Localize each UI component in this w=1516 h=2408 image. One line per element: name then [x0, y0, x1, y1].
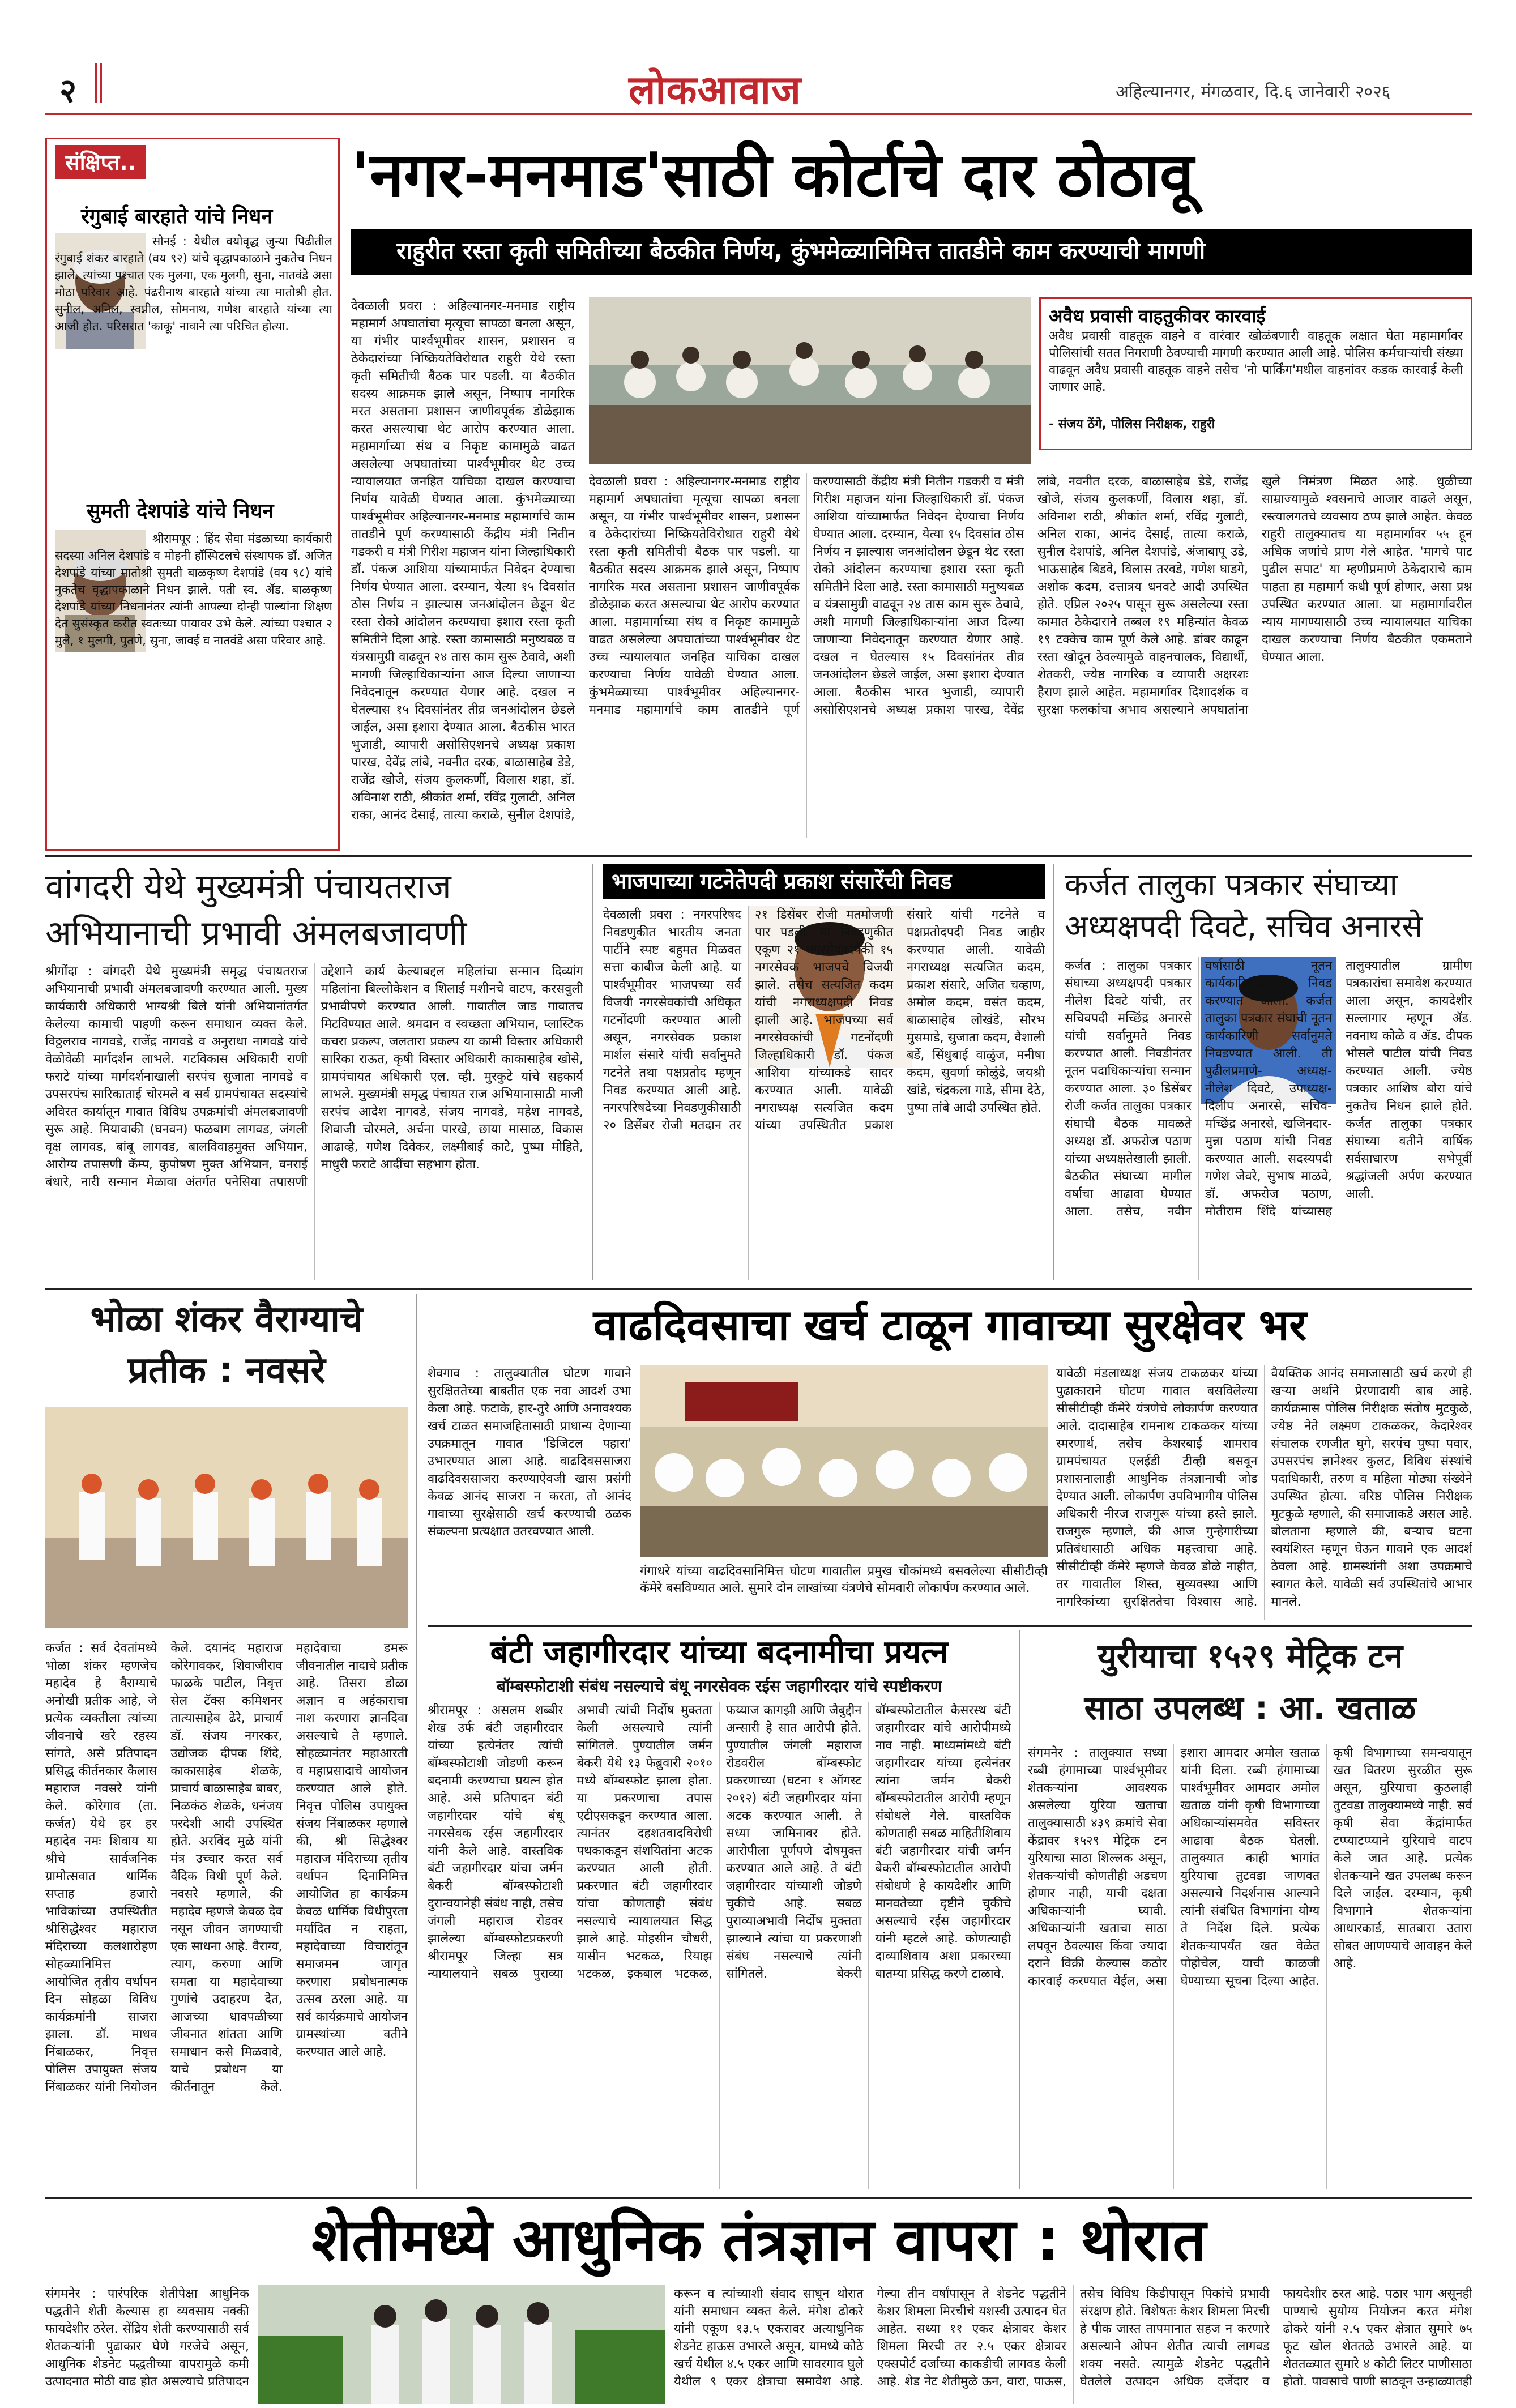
vadhdivas-body2: यावेळी मंडलाध्यक्ष संजय टाकळकर यांच्या पुढाकाराने घोटण गावात बसविलेल्या सीसीटीव्ही कॅमेरे यंत्रणेचे लोकार्पण करण्यात आले. दादासाहेब रामनाथ टाकळकर यांच्या स्मरणार्थ, तसेच केशरबाई शामराव ग्रामपंचायत एलईडी टीव्ही बसवून प्रशासनालाही आधुनिक तंत्रज्ञानाची जोड देण्यात आली. लोकार्पण उपविभागीय पोलिस अधिकारी नीरज राजगुरू यांच्या हस्ते झाले. राजगुरू म्हणाले, की आज गुन्हेगारीच्या प्रतिबंधासाठी अधिक महत्त्वाचा आहे. सीसीटीव्ही कॅमेरे म्हणजे केवळ डोळे नाहीत, तर गावातील शिस्त, सुव्यवस्था आणि नागरिकांच्या सुरक्षिततेचा विश्वास आहे. वैयक्तिक आनंद समाजासाठी खर्च करणे ही खऱ्या अर्थाने प्रेरणादायी बाब आहे. कार्यक्रमास पोलिस निरीक्षक संतोष मुटकुळे, ज्येष्ठ नेते लक्ष्मण टाकळकर, केदारेश्वर संचालक रणजीत घुगे, सरपंच पुष्पा पवार, उपसरपंच ज्ञानेश्वर कुलट, विविध संस्थांचे पदाधिकारी, तरुण व महिला मोठ्या संख्येने उपस्थित होत्या. वरिष्ठ पोलिस निरीक्षक मुटकुळे म्हणाले, की समाजाकडे असल आहे. बोलताना म्हणाले की, बऱ्याच घटना स्वयंशिस्त म्हणून घेऊन गावाने एक आदर्श ठेवला आहे. ग्रामस्थांनी अशा उपक्रमाचे स्वागत केले. यावेळी सर्व उपस्थितांचे आभार मानले. — [1056, 1367, 1472, 1609]
vadhdivas-headline: वाढदिवसाचा खर्च टाळून गावाच्या सुरक्षेवर भर — [593, 1300, 1307, 1350]
yuriya-body: संगमनेर : तालुक्यात सध्या रब्बी हंगामाच्या पार्श्वभूमीवर शेतकऱ्यांना आवश्यक असलेल्या युरिया खताचा तालुक्यासाठी ४३९ क्रमांचे सेवा केंद्रावर १५२९ मेट्रिक टन युरियाचा साठा शिल्लक असून, शेतकऱ्यांची कोणतीही अडचण होणार नाही, याची दक्षता अधिकाऱ्यांनी घ्यावी. अधिकाऱ्यांनी खताचा साठा लपवून ठेवल्यास किंवा ज्यादा दराने विक्री केल्यास कठोर कारवाई करण्यात येईल, असा इशारा आमदार अमोल खताळ यांनी दिला. रब्बी हंगामाच्या पार्श्वभूमीवर आमदार अमोल खताळ यांनी कृषी विभागाच्या अधिकाऱ्यांसमवेत सविस्तर आढावा बैठक घेतली. तालुक्यात काही भागांत युरियाचा तुटवडा जाणवत असल्याचे निदर्शनास आल्याने त्यांनी संबंधित विभागांना योग्य ते निर्देश दिले. प्रत्येक शेतकऱ्यापर्यंत खत वेळेत पोहोचेल, याची काळजी घेण्याच्या सूचना दिल्या आहेत. कृषी विभागाच्या समन्वयातून खत वितरण सुरळीत सुरू असून, युरियाचा कुठलाही तुटवडा तालुक्यामध्ये नाही. सर्व कृषी सेवा केंद्रांमार्फत टप्प्याटप्प्याने युरियाचे वाटप केले जात आहे. प्रत्येक शेतकऱ्याने खत उपलब्ध करून दिले जाईल. दरम्यान, कृषी विभागाने शेतकऱ्यांना आधारकार्ड, सातबारा उतारा सोबत आणण्याचे आवाहन केले आहे. — [1028, 1746, 1472, 1988]
avaidh-byline: - संजय ठेंगे, पोलिस निरीक्षक, राहुरी — [1049, 417, 1215, 432]
yuriya-headline — [1028, 1630, 1472, 1734]
section-rule-2 — [45, 1288, 1472, 1290]
vangdari-headline-line1: वांगदरी येथे मुख्यमंत्री पंचायतराज — [45, 867, 451, 907]
bhola-body: कर्जत : सर्व देवतांमध्ये भोळा शंकर म्हणजेच महादेव हे वैराग्याचे अनोखी प्रतीक आहे, जे प्रत्येक व्यक्तीला त्यांच्या जीवनाचे खरे रहस्य सांगते, असे प्रतिपादन प्रसिद्ध कीर्तनकार कैलास महाराज नवसरे यांनी केले. कोरेगाव (ता. कर्जत) येथे हर हर महादेव नमः शिवाय या श्रीचे सार्वजनिक ग्रामोत्सवात धार्मिक सप्ताह हजारो भाविकांच्या उपस्थितीत श्रीसिद्धेश्वर महाराज मंदिराच्या कलशारोहण सोहळ्यानिमित्त आयोजित तृतीय वर्धापन दिन सोहळा विविध कार्यक्रमांनी साजरा झाला. डॉ. माधव निंबाळकर, निवृत्त पोलिस उपायुक्त संजय निंबाळकर यांनी नियोजन केले. दयानंद महाराज कोरेगावकर, शिवाजीराव फाळके पाटील, निवृत्त सेल टॅक्स कमिशनर तात्यासाहेब ढेरे, प्राचार्य डॉ. संजय नगरकर, उद्योजक दीपक शिंदे, काकासाहेब शेळके, प्राचार्य बाळासाहेब बाबर, निळकंठ शेळके, धनंजय परदेशी आदी उपस्थित होते. अरविंद मुळे यांनी मंत्र उच्चार करत सर्व वैदिक विधी पूर्ण केले. नवसरे म्हणाले, की महादेव म्हणजे केवळ देव नसून जीवन जगण्याची एक साधना आहे. वैराग्य, त्याग, करुणा आणि समता या महादेवाच्या गुणांचे उदाहरण देत, आजच्या धावपळीच्या जीवनात शांतता आणि समाधान कसे मिळवावे, याचे प्रबोधन या कीर्तनातून केले. महादेवाचा डमरू जीवनातील नादाचे प्रतीक आहे. तिसरा डोळा अज्ञान व अहंकाराचा नाश करणारा ज्ञानदिवा असल्याचे ते म्हणाले. सोहळ्यानंतर महाआरती व महाप्रसादाचे आयोजन करण्यात आले होते. निवृत्त पोलिस उपायुक्त संजय निंबाळकर म्हणाले की, श्री सिद्धेश्वर महाराज मंदिराच्या तृतीय वर्धापन दिनानिमित्त आयोजित हा कार्यक्रम केवळ धार्मिक विधीपुरता मर्यादित न राहता, महादेवाच्या विचारांतून समाजमन जागृत करणारा प्रबोधनात्मक उत्सव ठरला आहे. या सर्व कार्यक्रमाचे आयोजन ग्रामस्थांच्या वतीने करण्यात आले आहे. — [45, 1641, 408, 2094]
vangdari-divider — [592, 864, 593, 1280]
banti-divider — [1019, 1630, 1020, 2189]
banti-headline: बंटी जहागीरदार यांच्या बदनामीचा प्रयत्न — [490, 1634, 949, 1671]
sheti-headline: शेतीमध्ये आधुनिक तंत्रज्ञान वापरा : थोरात — [311, 2205, 1206, 2274]
lead-subhead: राहुरीत रस्ता कृती समितीच्या बैठकीत निर्णय, कुंभमेळ्यानिमित्त तातडीने काम करण्याची मागणी — [396, 237, 1206, 264]
newspaper-logo: लोकआवाज — [629, 67, 801, 113]
sankshipt-header: संक्षिप्त.. — [55, 145, 146, 179]
page-number-divider — [95, 63, 97, 103]
sheti-body1: संगमनेर : पारंपरिक शेतीपेक्षा आधुनिक पद्धतीने शेती केल्यास हा व्यवसाय नक्की फायदेशीर ठरेल. सेंद्रिय शेती करण्यासाठी सर्व शेतकऱ्यांनी पुढाकार घेणे गरजेचे असून, आधुनिक शेडनेट पद्धतीच्या वापरामुळे कमी उत्पादनात मोठी वाढ होत असल्याचे प्रतिपादन — [45, 2287, 249, 2389]
banti-subhead: बॉम्बस्फोटाशी संबंध नसल्याचे बंधू नगरसेवक रईस जहागीरदार यांचे स्पष्टीकरण — [496, 1677, 942, 1696]
sankshipt-item2-body: श्रीरामपूर : हिंद सेवा मंडळाच्या कार्यकारी सदस्या अनिल देशपांडे व मोहनी हॉस्पिटलचे संस्थापक डॉ. अजित देशपांडे यांच्या मातोश्री सुमती बाळकृष्ण देशपांडे (वय ९८) यांचे नुकतेच वृद्धापकाळाने निधन झाले. पती स्व. ॲड. बाळकृष्ण देशपांडे यांच्या निधनानंतर त्यांनी आपल्या दोन्ही पाल्यांना शिक्षण देत सुसंस्कृत करीत स्वतःच्या पायावर उभे केले. त्यांच्या पश्चात २ मुले, १ मुलगी, पुतणे, सुना, जावई व नातवंडे असा परिवार आहे. — [55, 532, 332, 647]
sankshipt-item2-title: सुमती देशपांडे यांचे निधन — [87, 499, 274, 523]
lead-body-continued-text: देवळाली प्रवरा : अहिल्यानगर-मनमाड राष्ट्रीय महामार्ग अपघातांचा मृत्यूचा सापळा बनला असून, या गंभीर पार्श्वभूमीवर शासन, प्रशासन व ठेकेदारांच्या निष्क्रियतेविरोधात राहुरी येथे रस्ता कृती समितीची बैठक पार पडली. या बैठकीत सदस्य आक्रमक झाले असून, निष्पाप नागरिक मरत असताना प्रशासन जाणीवपूर्वक डोळेझाक करत असल्याचा थेट आरोप करण्यात आला. महामार्गाच्या संथ व निकृष्ट कामामुळे वाढत असलेल्या अपघातांच्या पार्श्वभूमीवर थेट उच्च न्यायालयात जनहित याचिका दाखल करण्याचा निर्णय यावेळी घेण्यात आला. कुंभमेळ्याच्या पार्श्वभूमीवर अहिल्यानगर-मनमाड महामार्गाचे काम तातडीने पूर्ण करण्यासाठी केंद्रीय मंत्री नितीन गडकरी व मंत्री गिरीश महाजन यांना जिल्हाधिकारी डॉ. पंकज आशिया यांच्यामार्फत निवेदन देण्याचा निर्णय घेण्यात आला. दरम्यान, येत्या १५ दिवसांत ठोस निर्णय न झाल्यास जनआंदोलन छेडून थेट रस्ता रोको आंदोलन करण्याचा इशारा रस्ता कृती समितीने दिला आहे. रस्ता कामासाठी मनुष्यबळ व यंत्रसामुग्री वाढवून २४ तास काम सुरू ठेवावे, अशी मागणी जिल्हाधिकाऱ्यांना आज दिल्या जाणाऱ्या निवेदनातून करण्यात येणार आहे. दखल न घेतल्यास १५ दिवसांनंतर तीव्र जनआंदोलन छेडले जाईल, असा इशारा देण्यात आला. बैठकीस भारत भुजाडी, व्यापारी असोसिएशनचे अध्यक्ष प्रकाश पारख, देवेंद्र लांबे, नवनीत दरक, बाळासाहेब डेडे, राजेंद्र खोजे, संजय कुलकर्णी, विलास शहा, डॉ. अविनाश राठी, श्रीकांत शर्मा, रविंद्र गुलाटी, अनिल राका, आनंद देसाई, तात्या कराळे, सुनील देशपांडे, अनिल देशपांडे, अंजाबापू उडे, भाऊसाहेब बिडवे, विलास तरवडे, गणेश घाडगे, अशोक कदम, दत्तात्रय धनवटे आदी उपस्थित होते. एप्रिल २०२५ पासून सुरू असलेल्या रस्ता कामात ठेकेदाराने तब्बल १९ महिन्यांत केवळ १९ टक्केच काम पूर्ण केले आहे. डांबर काढून रस्ता खोदून ठेवल्यामुळे वाहनचालक, विद्यार्थी, शेतकरी, ज्येष्ठ नागरिक व व्यापारी अक्षरशः हैराण झाले आहेत. महामार्गावर दिशादर्शक व सुरक्षा फलकांचा अभाव असल्याने अपघातांना खुले निमंत्रण मिळत आहे. धुळीच्या साम्राज्यामुळे श्वसनाचे आजार वाढले असून, रस्त्यालगतचे व्यवसाय ठप्प झाले आहेत. केवळ राहुरी तालुक्यातच या महामार्गावर ५५ हून अधिक जणांचे प्राण गेले आहेत. 'मागचे पाट पुढील सपाट' या म्हणीप्रमाणे ठेकेदाराचे काम पाहता हा महामार्ग कधी पूर्ण होणार, असा प्रश्न उपस्थित करण्यात आला. या महामार्गावरील न्याय मागण्यासाठी उच्च न्यायालयात याचिका दाखल करण्याचा निर्णय बैठकीत एकमताने घेण्यात आला. — [589, 475, 1472, 717]
banti-body: श्रीरामपूर : असलम शब्बीर शेख उर्फ बंटी जहागीरदार यांच्या हत्येनंतर त्यांची बॉम्बस्फोटाशी जोडणी करून बदनामी करण्याचा प्रयत्न होत आहे. असे प्रतिपादन बंटी जहागीरदार यांचे बंधू नगरसेवक रईस जहागीरदार यांनी केले आहे. वास्तविक बंटी जहागीरदार यांचा जर्मन बेकरी बॉम्बस्फोटाशी दुरान्वयानेही संबंध नाही, तसेच जंगली महाराज रोडवर झालेल्या बॉम्बस्फोटप्रकरणी श्रीरामपूर जिल्हा सत्र न्यायालयाने सबळ पुराव्या अभावी त्यांची निर्दोष मुक्तता केली असल्याचे त्यांनी सांगितले. पुण्यातील जर्मन बेकरी येथे १३ फेब्रुवारी २०१० मध्ये बॉम्बस्फोट झाला होता. या प्रकरणाचा तपास एटीएसकडून करण्यात आला. त्यानंतर दहशतवादविरोधी पथकाकडून संशयितांना अटक करण्यात आली होती. प्रकरणात बंटी जहागीरदार यांचा कोणताही संबंध नसल्याचे न्यायालयात सिद्ध झाले आहे. मोहसीन चौधरी, यासीन भटकळ, रियाझ भटकळ, इकबाल भटकळ, फय्याज कागझी आणि जैबुद्दीन अन्सारी हे सात आरोपी होते. पुण्यातील जंगली महाराज रोडवरील बॉम्बस्फोट प्रकरणाच्या (घटना १ ऑगस्ट २०१२) बंटी जहागीरदार यांना अटक करण्यात आली. ते सध्या जामिनावर होते. आरोपीला पूर्णपणे दोषमुक्त करण्यात आले आहे. ते बंटी जहागीरदार यांच्याशी जोडणे चुकीचे आहे. सबळ पुराव्याअभावी निर्दोष मुक्तता झाल्याने त्यांचा या प्रकरणाशी संबंध नसल्याचे त्यांनी सांगितले. बेकरी बॉम्बस्फोटातील कैसरस्थ बंटी जहागीरदार यांचे आरोपीमध्ये नाव नाही. माध्यमांमध्ये बंटी जहागीरदार यांच्या हत्येनंतर त्यांना जर्मन बेकरी बॉम्बस्फोटातील आरोपी म्हणून संबोधले गेले. वास्तविक कोणताही सबळ माहितीशिवाय बंटी जहागीरदार यांची जर्मन बेकरी बॉम्बस्फोटातील आरोपी संबोधणे हे कायदेशीर आणि मानवतेच्या दृष्टीने चुकीचे असल्याचे रईस जहागीरदार यांनी म्हटले आहे. कोणत्याही दाव्याशिवाय अशा प्रकारच्या बातम्या प्रसिद्ध करणे टाळावे. — [428, 1703, 1011, 1981]
vadhdivas-body1: शेवगाव : तालुक्यातील घोटण गावाने सुरक्षिततेच्या बाबतीत एक नवा आदर्श उभा केला आहे. फटाके, हार-तुरे आणि अनावश्यक खर्च टाळत समाजहितासाठी प्राधान्य देणाऱ्या उपक्रमातून गावात 'डिजिटल पहारा' उभारण्यात आला आहे. वाढदिवससाजरा वाढदिवससाजरा करण्याऐवजी खास प्रसंगी केवळ आनंद साजरा न करता, तो आनंद गावाच्या सुरक्षेसाठी खर्च करण्याची ठळक संकल्पना प्रत्यक्षात उतरवण्यात आली. — [428, 1367, 631, 1539]
yuriya-headline-line2: साठा उपलब्ध : आ. खताळ — [1084, 1689, 1416, 1727]
sankshipt-item1-body: सोनई : येथील वयोवृद्ध जुन्या पिढीतील रंगुबाई शंकर बारहाते (वय ९२) यांचे वृद्धापकाळाने नुकतेच निधन झाले. त्यांच्या पश्चात एक मुलगा, एक मुलगी, सुना, नातवंडे असा मोठा परिवार आहे. पंढरीनाथ बारहाते यांच्या त्या मातोश्री होत. सुनील, अनिल, स्वप्नील, सोमनाथ, गणेश बारहाते यांच्या त्या आजी होत. परिसरात 'काकू' नावाने त्या परिचित होत्या. — [55, 234, 332, 333]
karjat-body: कर्जत : तालुका पत्रकार संघाच्या अध्यक्षपदी पत्रकार नीलेश दिवटे यांची, तर सचिवपदी मच्छिंद्र अनारसे यांची सर्वानुमते निवड करण्यात आली. निवडीनंतर नूतन पदाधिकाऱ्यांचा सन्मान करण्यात आला. ३० डिसेंबर रोजी कर्जत तालुका पत्रकार संघाची बैठक मावळते अध्यक्ष डॉ. अफरोज पठाण यांच्या अध्यक्षतेखाली झाली. बैठकीत संघाच्या मागील वर्षाचा आढावा घेण्यात आला. तसेच, नवीन वर्षासाठी नूतन कार्यकारिणीची निवड करण्यात आली. कर्जत तालुका पत्रकार संघाची नूतन कार्यकारिणी सर्वानुमते निवडण्यात आली. ती पुढीलप्रमाणे- अध्यक्ष- नीलेश दिवटे, उपाध्यक्ष- दिलीप अनारसे, सचिव- मच्छिंद्र अनारसे, खजिनदार- मुन्ना पठाण यांची निवड करण्यात आली. सदस्यपदी गणेश जेवरे, सुभाष माळवे, डॉ. अफरोज पठाण, मोतीराम शिंदे यांच्यासह तालुक्यातील ग्रामीण पत्रकारांचा समावेश करण्यात आला असून, कायदेशीर सल्लागार म्हणून ॲड. नवनाथ कोळे व ॲड. दीपक भोसले पाटील यांची निवड करण्यात आली. ज्येष्ठ पत्रकार आशिष बोरा यांचे नुकतेच निधन झाले होते. कर्जत तालुका पत्रकार संघाच्या वतीने वार्षिक सर्वसाधारण सभेपूर्वी श्रद्धांजली अर्पण करण्यात आली. — [1065, 959, 1472, 1219]
lead-meeting-photo — [589, 297, 1031, 464]
bhola-headline-line1: भोळा शंकर वैराग्याचे — [90, 1299, 363, 1340]
lead-body-continued — [589, 473, 1472, 838]
sankshipt-item1-title: रंगुबाई बारहाते यांचे निधन — [81, 205, 273, 228]
bjp-divider — [1053, 864, 1054, 1280]
page-number: २ — [59, 71, 77, 110]
vangdari-headline — [45, 864, 583, 957]
bhola-divider — [416, 1294, 417, 2189]
avaidh-title: अवैध प्रवासी वाहतुकीवर कारवाई — [1049, 305, 1266, 327]
sheti-body2: करून व त्यांच्याशी संवाद साधून थोरात यांनी समाधान व्यक्त केले. मंगेश ढोकरे यांनी एकूण १३.५ एकरावर अत्याधुनिक शेडनेट हाऊस उभारले असून, यामध्ये कोठे खर्च येथील ४.५ एकर आणि सावरगाव घुले येथील ९ एकर क्षेत्राचा समावेश आहे. गेल्या तीन वर्षांपासून ते शेडनेट पद्धतीने केशर शिमला मिरचीचे यशस्वी उत्पादन घेत आहेत. सध्या ११ एकर क्षेत्रावर केशर शिमला मिरची तर २.५ एकर क्षेत्रावर एक्सपोर्ट दर्जाच्या काकडीची लागवड केली आहे. शेड नेट शेतीमुळे ऊन, वारा, पाऊस, तसेच विविध किडीपासून पिकांचे प्रभावी संरक्षण होते. विशेषतः केशर शिमला मिरची हे पीक जास्त तापमानात सहज न करणारे असल्याने ओपन शेतीत त्याची लागवड शक्य नसते. त्यामुळे शेडनेट पद्धतीने घेतलेले उत्पादन अधिक दर्जेदार व फायदेशीर ठरत आहे. पठार भाग असूनही पाण्याचे सुयोग्य नियोजन करत मंगेश ढोकरे यांनी २.५ एकर क्षेत्रात सुमारे ७५ फूट खोल शेततळे उभारले आहे. या शेततळ्यात सुमारे ४ कोटी लिटर पाणीसाठा होतो. पावसाचे पाणी साठवून उन्हाळ्यातही — [674, 2287, 1472, 2389]
bjp-body: देवळाली प्रवरा : नगरपरिषद निवडणुकीत भारतीय जनता पार्टीने स्पष्ट बहुमत मिळवत सत्ता काबीज केली आहे. या पार्श्वभूमीवर भाजपच्या सर्व विजयी नगरसेवकांची अधिकृत गटनोंदणी करण्यात आली असून, नगरसेवक प्रकाश मार्शल संसारे यांची सर्वानुमते गटनेते तथा पक्षप्रतोद म्हणून निवड करण्यात आली आहे. नगरपरिषदेच्या निवडणुकीसाठी २० डिसेंबर रोजी मतदान तर २१ डिसेंबर रोजी मतमोजणी पार पडली. या निवडणुकीत एकूण २१ नगरसेवकांपैकी १५ नगरसेवक भाजपचे विजयी झाले. तसेच सत्यजित कदम यांची नगराध्यक्षपदी निवड झाली आहे. भाजपच्या सर्व नगरसेवकांची गटनोंदणी जिल्हाधिकारी डॉ. पंकज आशिया यांच्याकडे सादर करण्यात आली. यावेळी नगराध्यक्ष सत्यजित कदम यांच्या उपस्थितीत प्रकाश संसारे यांची गटनेते व पक्षप्रतोदपदी निवड जाहीर करण्यात आली. यावेळी नगराध्यक्ष सत्यजित कदम, प्रकाश संसारे, अजित चव्हाण, अमोल कदम, वसंत कदम, बाळासाहेब लोखंडे, सौरभ मुसमाडे, सुजाता कदम, वैशाली बर्डे, सिंधुबाई वाळुंज, मनीषा कदम, सुवर्णा कोळुंडे, जयश्री खांडे, चंद्रकला गाडे, सीमा देठे, पुष्पा तांबे आदी उपस्थित होते. — [603, 908, 1045, 1133]
bjp-headline: भाजपाच्या गटनेतेपदी प्रकाश संसारेंची निवड — [612, 869, 952, 894]
vadhdivas-event-photo — [640, 1365, 1048, 1557]
avaidh-body: अवैध प्रवासी वाहतूक वाहने व वारंवार खोळंबणारी वाहतूक लक्षात घेता महामार्गावर पोलिसांची सतत निगराणी ठेवण्याची मागणी करण्यात आली आहे. पोलिस कर्मचाऱ्यांची संख्या वाढवून अवैध प्रवासी वाहतूक वाहने तसेच 'नो पार्किंग'मधील वाहनांवर कडक कारवाई केली जाणार आहे. — [1049, 329, 1463, 394]
section-rule-3 — [45, 2197, 1472, 2199]
dateline: अहिल्यानगर, मंगळवार, दि.६ जानेवारी २०२६ — [1116, 82, 1391, 102]
sankshipt-box — [45, 138, 340, 851]
masthead — [0, 0, 1516, 113]
karjat-headline-line1: कर्जत तालुका पत्रकार संघाच्या — [1065, 866, 1398, 902]
avaidh-box — [1039, 297, 1472, 450]
vadhdivas-rule — [428, 1625, 1472, 1627]
yuriya-headline-line1: युरीयाचा १५२९ मेट्रिक टन — [1097, 1637, 1403, 1675]
sheti-greenhouse-photo — [258, 2285, 665, 2404]
karjat-headline-line2: अध्यक्षपदी दिवटे, सचिव अनारसे — [1065, 908, 1423, 944]
vadhdivas-photo-caption: गंगाधरे यांच्या वाढदिवसानिमित्त घोटण गावातील प्रमुख चौकांमध्ये बसवलेल्या सीसीटीव्ही कॅमेरे बसविण्यात आले. सुमारे दोन लाखांच्या यंत्रणेचे सोमवारी लोकार्पण करण्यात आले. — [640, 1564, 1048, 1595]
vangdari-headline-line2: अभियानाची प्रभावी अंमलबजावणी — [45, 913, 467, 953]
lead-headline: 'नगर-मनमाड'साठी कोर्टाचे दार ठोठावू — [351, 140, 1194, 211]
page-number-divider-2 — [100, 63, 102, 103]
masthead-rule — [45, 113, 1472, 115]
bhola-event-photo — [45, 1407, 408, 1628]
karjat-headline — [1065, 864, 1472, 947]
bhola-headline — [45, 1294, 408, 1396]
bhola-headline-line2: प्रतीक : नवसरे — [127, 1350, 326, 1391]
section-rule-1 — [45, 855, 1472, 857]
vangdari-body: श्रीगोंदा : वांगदरी येथे मुख्यमंत्री समृद्ध पंचायतराज अभियानाची प्रभावी अंमलबजावणी करण्यात आली. मुख्य कार्यकारी अधिकारी भाग्यश्री बिले यांनी अभियानांतर्गत केलेल्या कामाची पाहणी करून समाधान व्यक्त केले. विठ्ठलराव नागवडे, राजेंद्र नागवडे व अनुराधा नागवडे यांचे वेळोवेळी मार्गदर्शन लाभले. गटविकास अधिकारी राणी फराटे यांच्या मार्गदर्शनाखाली सरपंच सुजाता नागवडे व उपसरपंच सारिकाताई चोरमले व सर्व ग्रामपंचायत सदस्यांचे अविरत कार्यातून गावात विविध उपक्रमांची अंमलबजावणी सुरू आहे. मियावाकी (घनवन) फळबाग लागवड, जंगली वृक्ष लागवड, बांबू लागवड, बालविवाहमुक्त अभियान, आरोग्य तपासणी कॅम्प, कुपोषण मुक्त अभियान, वनराई बंधारे, नारी सन्मान मेळावा अंतर्गत पनेसिया तपासणी उद्देशाने कार्य केल्याबद्दल महिलांचा सन्मान दिव्यांग महिलांना बिल्लोकेशन व शिलाई मशीनचे वाटप, करसवुली प्रभावीपणे करण्यात आली. गावातील जाड गावातच मिटविण्यात आले. श्रमदान व स्वच्छता अभियान, प्लास्टिक कचरा प्रकल्प, जलतारा प्रकल्प या कामी विस्तार अधिकारी सारिका राऊत, कृषी विस्तार अधिकारी काकासाहेब खोसे, ग्रामपंचायत अधिकारी एल. व्ही. मुरकुटे यांचे सहकार्य लाभले. मुख्यमंत्री समृद्ध पंचायत राज अभियानासाठी माजी सरपंच आदेश नागवडे, संजय नागवडे, महेश नागवडे, शिवाजी चोरमले, अर्चना पारखे, छाया मासाळ, विकास आढाव्हे, गणेश दिवेकर, लक्ष्मीबाई काटे, पुष्पा मोहिते, माधुरी फराटे आदींचा सहभाग होता. — [45, 964, 583, 1189]
lead-body-col1: देवळाली प्रवरा : अहिल्यानगर-मनमाड राष्ट्रीय महामार्ग अपघातांचा मृत्यूचा सापळा बनला असून, या गंभीर पार्श्वभूमीवर शासन, प्रशासन व ठेकेदारांच्या निष्क्रियतेविरोधात राहुरी येथे रस्ता कृती समितीची बैठक पार पडली. या बैठकीत सदस्य आक्रमक झाले असून, निष्पाप नागरिक मरत असताना प्रशासन जाणीवपूर्वक डोळेझाक करत असल्याचा थेट आरोप करण्यात आला. महामार्गाच्या संथ व निकृष्ट कामामुळे वाढत असलेल्या अपघातांच्या पार्श्वभूमीवर थेट उच्च न्यायालयात जनहित याचिका दाखल करण्याचा निर्णय यावेळी घेण्यात आला. कुंभमेळ्याच्या पार्श्वभूमीवर अहिल्यानगर-मनमाड महामार्गाचे काम तातडीने पूर्ण करण्यासाठी केंद्रीय मंत्री नितीन गडकरी व मंत्री गिरीश महाजन यांना जिल्हाधिकारी डॉ. पंकज आशिया यांच्यामार्फत निवेदन देण्याचा निर्णय घेण्यात आला. दरम्यान, येत्या १५ दिवसांत ठोस निर्णय न झाल्यास जनआंदोलन छेडून थेट रस्ता रोको आंदोलन करण्याचा इशारा रस्ता कृती समितीने दिला आहे. रस्ता कामासाठी मनुष्यबळ व यंत्रसामुग्री वाढवून २४ तास काम सुरू ठेवावे, अशी मागणी जिल्हाधिकाऱ्यांना आज दिल्या जाणाऱ्या निवेदनातून करण्यात येणार आहे. दखल न घेतल्यास १५ दिवसांनंतर तीव्र जनआंदोलन छेडले जाईल, असा इशारा देण्यात आला. बैठकीस भारत भुजाडी, व्यापारी असोसिएशनचे अध्यक्ष प्रकाश पारख, देवेंद्र लांबे, नवनीत दरक, बाळासाहेब डेडे, राजेंद्र खोजे, संजय कुलकर्णी, विलास शहा, डॉ. अविनाश राठी, श्रीकांत शर्मा, रविंद्र गुलाटी, अनिल राका, आनंद देसाई, तात्या कराळे, सुनील देशपांडे, — [351, 299, 575, 822]
